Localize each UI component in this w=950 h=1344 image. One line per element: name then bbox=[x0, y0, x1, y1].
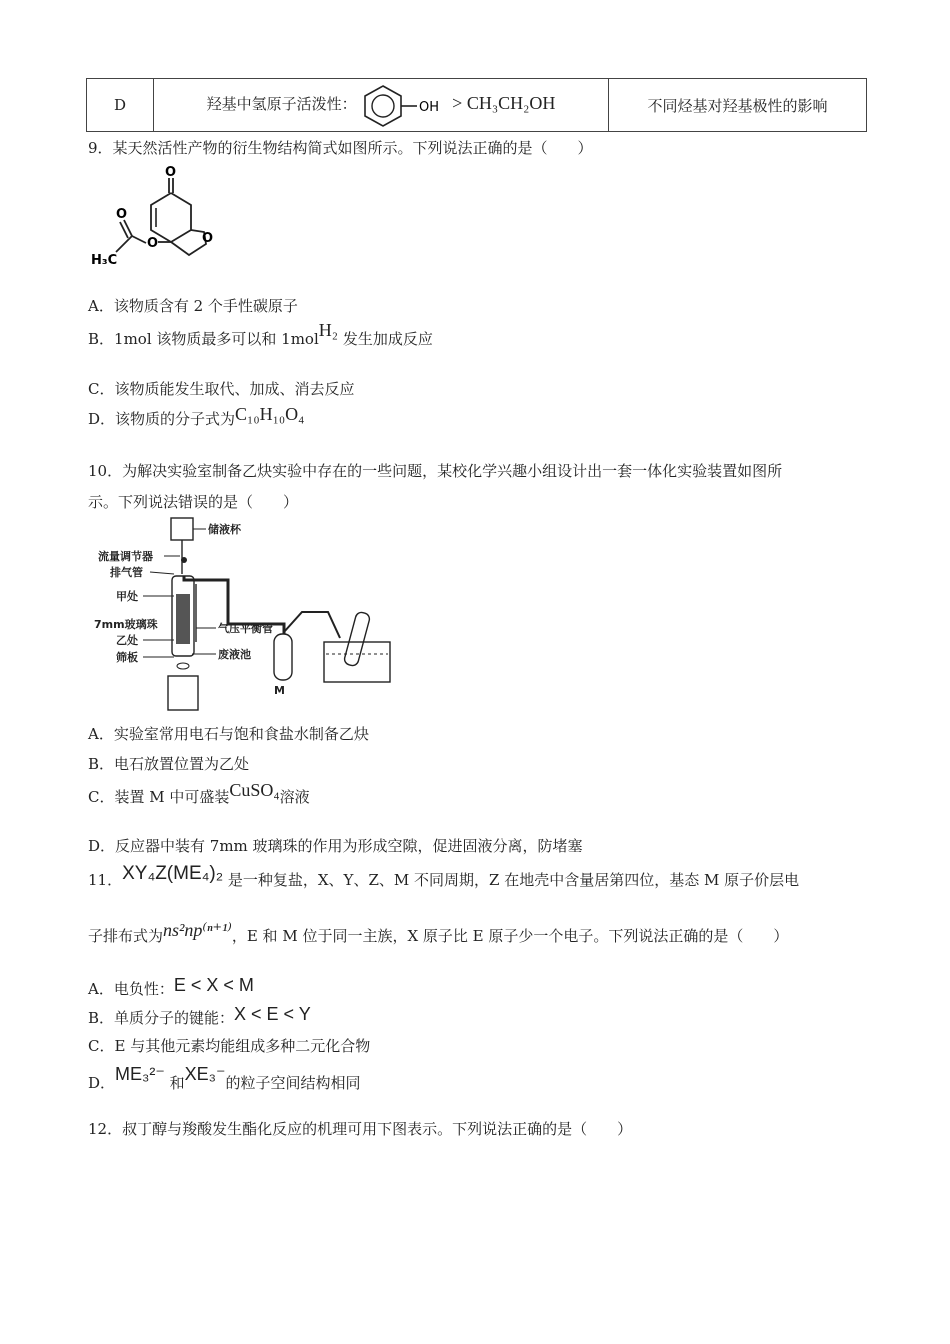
q9-option-b-pre: B．1mol 该物质最多可以和 1mol bbox=[88, 330, 319, 348]
q12-stem: 12．叔丁醇与羧酸发生酯化反应的机理可用下图表示。下列说法正确的是（ ） bbox=[88, 1120, 633, 1138]
q10-stem-line1: 10．为解决实验室制备乙炔实验中存在的一些问题，某校化学兴趣小组设计出一套一体化实验装置如图所 bbox=[88, 462, 783, 480]
q11-option-d-mid: 和 bbox=[169, 1074, 185, 1092]
q9-option-d-pre: D．该物质的分子式为 bbox=[88, 410, 236, 428]
q11-option-d-formula2: XE₃⁻ bbox=[184, 1064, 226, 1084]
q11-stem-line2-post: ，E 和 M 位于同一主族，X 原子比 E 原子少一个电子。下列说法正确的是（ ） bbox=[231, 927, 789, 945]
label-sieve: 筛板 bbox=[116, 651, 138, 664]
label-vent: 排气管 bbox=[110, 566, 143, 579]
label-jia: 甲处 bbox=[116, 590, 138, 603]
label-flow: 流量调节器 bbox=[98, 550, 153, 563]
q9-option-d bbox=[88, 404, 305, 429]
table-cell-reason-prefix: 羟基中氢原子活泼性： bbox=[206, 95, 357, 113]
q11-option-d-formula1: ME₃²⁻ bbox=[115, 1064, 165, 1084]
mol-label-o2: O bbox=[202, 231, 214, 246]
q11-stem-line2 bbox=[88, 920, 789, 946]
q9-option-d-formula: C₁₀H₁₀O₄ bbox=[235, 404, 305, 424]
q10-option-c bbox=[88, 780, 310, 807]
q11-option-d-post: 的粒子空间结构相同 bbox=[225, 1074, 361, 1092]
mol-label-o1: O bbox=[165, 165, 177, 180]
q11-option-a-pre: A．电负性： bbox=[88, 980, 174, 998]
label-yi: 乙处 bbox=[116, 634, 138, 647]
q11-option-b bbox=[88, 1004, 311, 1028]
table-cell-option: D bbox=[87, 79, 154, 132]
label-m: M bbox=[274, 684, 285, 697]
q11-option-a bbox=[88, 975, 254, 999]
q10-option-a: A．实验室常用电石与饱和食盐水制备乙炔 bbox=[88, 725, 369, 743]
q9-option-b-post: 发生加成反应 bbox=[342, 330, 433, 348]
q11-option-a-formula: E < X < M bbox=[173, 975, 254, 995]
q11-option-d bbox=[88, 1064, 361, 1093]
mol-label-o3: O bbox=[147, 236, 159, 251]
phenol-structure-image bbox=[361, 82, 447, 128]
table-cell-conclusion: 不同烃基对羟基极性的影响 bbox=[609, 79, 867, 132]
q10-stem-line2: 示。下列说法错误的是（ ） bbox=[88, 493, 299, 511]
label-balance: 气压平衡管 bbox=[218, 622, 273, 635]
q10-option-c-formula: CuSO₄ bbox=[229, 780, 280, 800]
phenol-oh-label: OH bbox=[419, 100, 440, 115]
q11-number: 11． bbox=[88, 871, 123, 889]
q11-option-d-pre: D． bbox=[88, 1074, 116, 1092]
q10-option-b: B．电石放置位置为乙处 bbox=[88, 755, 250, 773]
q11-formula: XY₄Z(ME₄)₂ bbox=[122, 863, 224, 884]
q11-stem-line2-pre: 子排布式为 bbox=[88, 927, 164, 945]
label-waste: 废液池 bbox=[218, 648, 251, 661]
q10-option-c-pre: C．装置 M 中可盛装 bbox=[88, 788, 230, 806]
q10-apparatus-diagram bbox=[88, 514, 408, 714]
q9-option-b bbox=[88, 320, 433, 349]
q9-molecule-structure bbox=[86, 160, 226, 272]
q9-stem: 9．某天然活性产物的衍生物结构简式如图所示。下列说法正确的是（ ） bbox=[88, 139, 593, 157]
label-cup: 储液杯 bbox=[208, 523, 241, 536]
ethanol-comparison: > CH₃CH₂OH bbox=[452, 93, 556, 113]
q10-option-d: D．反应器中装有 7mm 玻璃珠的作用为形成空隙，促进固液分离，防堵塞 bbox=[88, 837, 583, 855]
q11-option-b-formula: X < E < Y bbox=[234, 1004, 311, 1024]
mol-label-methyl: H₃C bbox=[91, 253, 118, 268]
q9-option-c: C．该物质能发生取代、加成、消去反应 bbox=[88, 380, 355, 398]
q10-option-c-post: 溶液 bbox=[279, 788, 310, 806]
q9-option-b-formula: H₂ bbox=[318, 320, 339, 340]
label-beads: 7mm玻璃珠 bbox=[94, 618, 158, 631]
q11-option-c: C．E 与其他元素均能组成多种二元化合物 bbox=[88, 1037, 371, 1055]
table-cell-reason bbox=[154, 79, 609, 132]
answer-table-row-d bbox=[86, 78, 867, 132]
q9-option-a: A．该物质含有 2 个手性碳原子 bbox=[88, 297, 298, 315]
q11-stem-line1 bbox=[88, 863, 800, 891]
mol-label-o4: O bbox=[116, 207, 128, 222]
q11-stem-text: 是一种复盐，X、Y、Z、M 不同周期，Z 在地壳中含量居第四位，基态 M 原子价层电 bbox=[227, 871, 800, 889]
q11-option-b-pre: B．单质分子的键能： bbox=[88, 1009, 235, 1027]
q11-electron-config: ns²np⁽ⁿ⁺¹⁾ bbox=[163, 920, 232, 940]
